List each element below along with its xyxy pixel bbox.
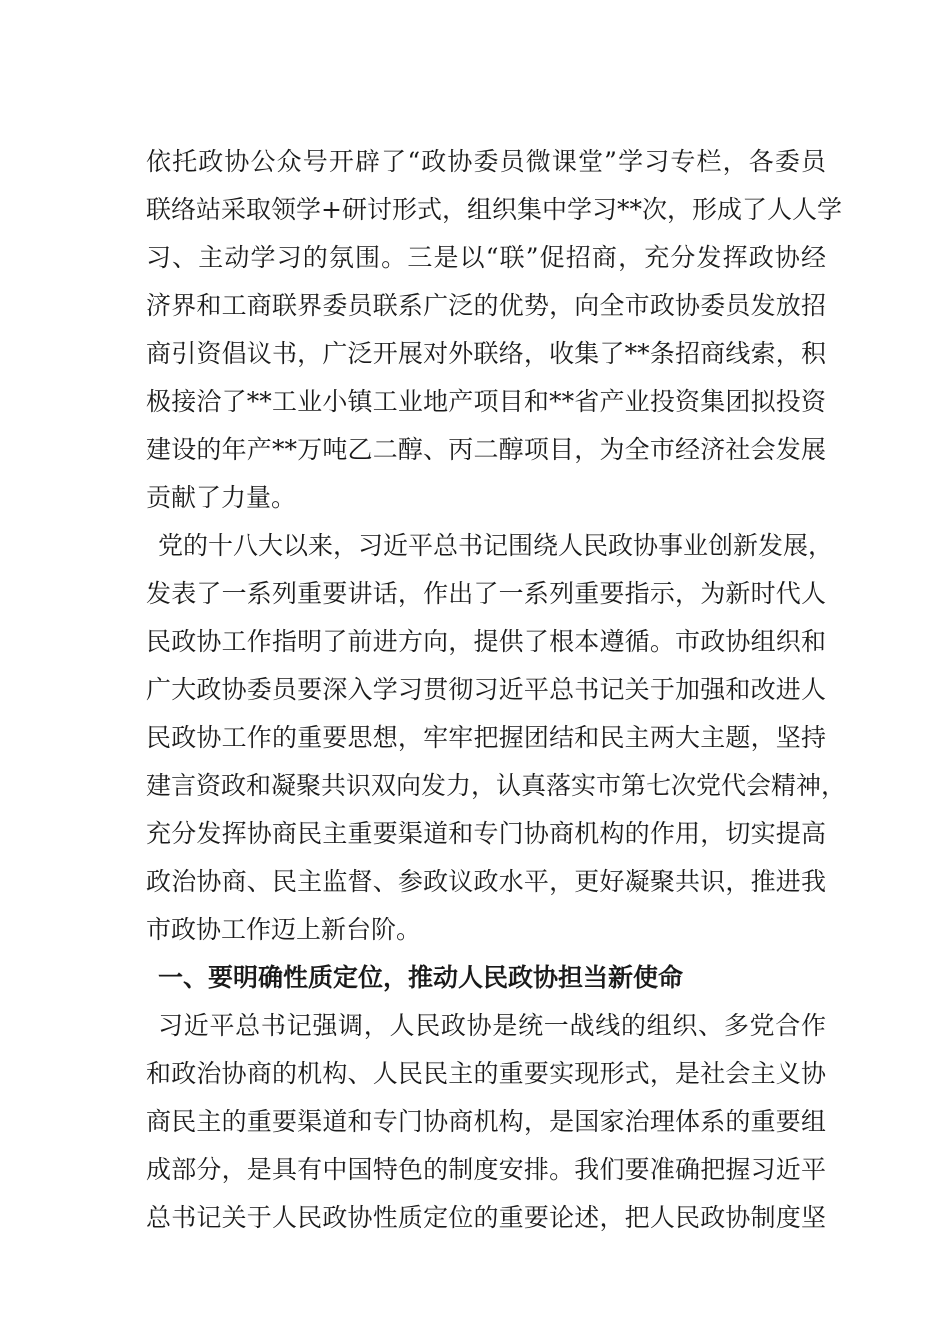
text-line: 依托政协公众号开辟了“政协委员微课堂”学习专栏，各委员 — [146, 147, 826, 176]
text-line: 习近平总书记强调，人民政协是统一战线的组织、多党合作 — [158, 1011, 826, 1040]
text-line: 民政协工作的重要思想，牢牢把握团结和民主两大主题，坚持 — [146, 723, 826, 752]
paragraph-2 — [146, 522, 847, 954]
text-line: 商民主的重要渠道和专门协商机构，是国家治理体系的重要组 — [146, 1107, 826, 1136]
text-line: 成部分，是具有中国特色的制度安排。我们要准确把握习近平 — [146, 1155, 826, 1184]
document-page — [146, 138, 847, 1242]
text-line: 习、主动学习的氛围。三是以“联”促招商，充分发挥政协经 — [146, 243, 826, 272]
text-line: 济界和工商联界委员联系广泛的优势，向全市政协委员发放招 — [146, 291, 826, 320]
paragraph-1 — [146, 138, 842, 522]
text-line: 总书记关于人民政协性质定位的重要论述，把人民政协制度坚 — [146, 1203, 826, 1232]
text-line: 商引资倡议书，广泛开展对外联络，收集了**条招商线索，积 — [146, 339, 826, 368]
text-line: 充分发挥协商民主重要渠道和专门协商机构的作用，切实提高 — [146, 819, 826, 848]
text-line: 建设的年产**万吨乙二醇、丙二醇项目，为全市经济社会发展 — [146, 435, 826, 464]
text-line: 发表了一系列重要讲话，作出了一系列重要指示，为新时代人 — [146, 579, 826, 608]
text-line: 市政协工作迈上新台阶。 — [146, 915, 422, 944]
text-line: 极接洽了**工业小镇工业地产项目和**省产业投资集团拟投资 — [146, 387, 826, 416]
section-heading: 一、要明确性质定位，推动人民政协担当新使命 — [158, 963, 684, 992]
text-line: 和政治协商的机构、人民民主的重要实现形式，是社会主义协 — [146, 1059, 826, 1088]
paragraph-3 — [146, 1002, 826, 1242]
text-line: 广大政协委员要深入学习贯彻习近平总书记关于加强和改进人 — [146, 675, 826, 704]
text-line: 建言资政和凝聚共识双向发力，认真落实市第七次党代会精神， — [146, 771, 847, 800]
text-line: 民政协工作指明了前进方向，提供了根本遵循。市政协组织和 — [146, 627, 826, 656]
text-line: 政治协商、民主监督、参政议政水平，更好凝聚共识，推进我 — [146, 867, 826, 896]
text-line: 联络站采取领学+研讨形式，组织集中学习**次，形成了人人学 — [146, 195, 842, 224]
text-line: 贡献了力量。 — [146, 483, 297, 512]
text-line: 党的十八大以来，习近平总书记围绕人民政协事业创新发展， — [158, 531, 834, 560]
